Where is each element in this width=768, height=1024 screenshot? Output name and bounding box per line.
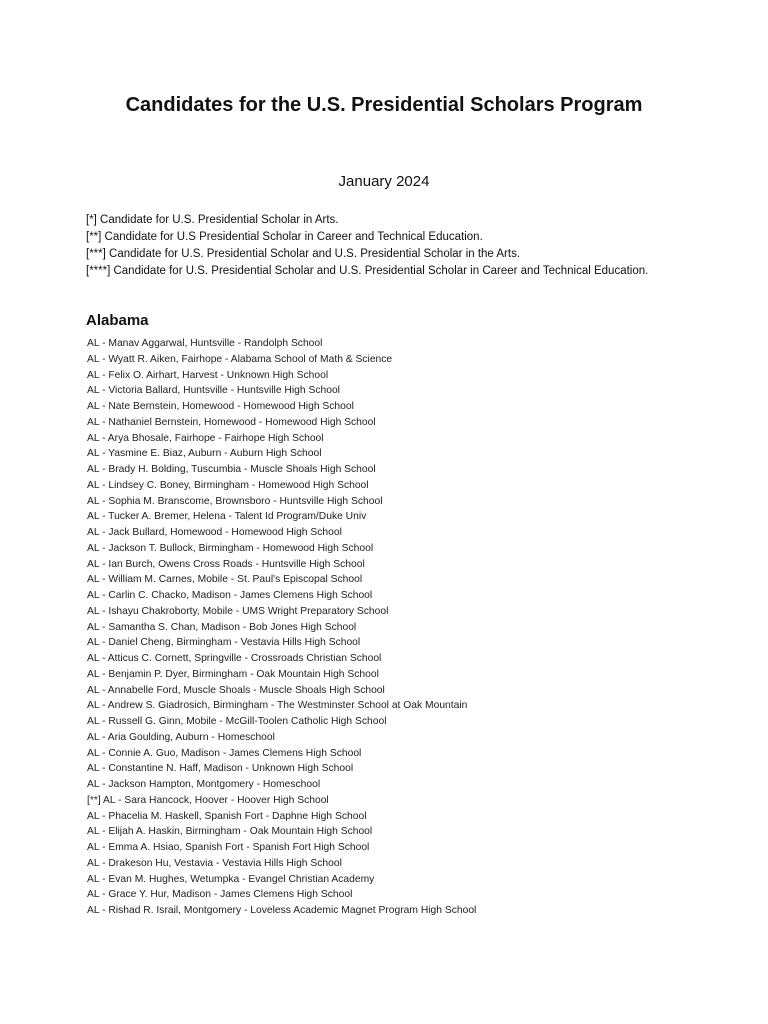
section-heading-alabama: Alabama [86, 312, 149, 329]
list-item: AL - Jackson Hampton, Montgomery - Homeschool [87, 779, 321, 790]
document-date: January 2024 [338, 173, 430, 190]
legend-item: [***] Candidate for U.S. Presidential Scholar and U.S. Presidential Scholar in the Arts. [86, 248, 521, 260]
list-item: AL - Drakeson Hu, Vestavia - Vestavia Hills High School [87, 857, 342, 869]
list-item: AL - Wyatt R. Aiken, Fairhope - Alabama School of Math & Science [87, 353, 393, 365]
list-item: AL - Aria Goulding, Auburn - Homeschool [87, 731, 275, 743]
list-item: AL - Nate Bernstein, Homewood - Homewood High School [87, 401, 354, 412]
list-item: AL - Jackson T. Bullock, Birmingham - Homewood High School [87, 542, 374, 554]
list-item: AL - Brady H. Bolding, Tuscumbia - Muscle Shoals High School [87, 464, 376, 475]
list-item: AL - Daniel Cheng, Birmingham - Vestavia Hills High School [87, 637, 361, 649]
list-item: AL - Ishayu Chakroborty, Mobile - UMS Wright Preparatory School [87, 605, 389, 617]
list-item: AL - Connie A. Guo, Madison - James Clemens High School [87, 747, 362, 759]
list-item: AL - Emma A. Hsiao, Spanish Fort - Spanish Fort High School [87, 842, 370, 853]
legend-item: [****] Candidate for U.S. Presidential Scholar and U.S. Presidential Scholar in Career and Technical Education. [86, 265, 649, 277]
list-item: AL - Nathaniel Bernstein, Homewood - Homewood High School [87, 416, 376, 428]
list-item: AL - Atticus C. Cornett, Springville - Crossroads Christian School [87, 653, 382, 664]
legend [86, 212, 746, 280]
list-item: AL - Tucker A. Bremer, Helena - Talent Id Program/Duke Univ [87, 511, 367, 523]
list-item: AL - Samantha S. Chan, Madison - Bob Jones High School [87, 621, 357, 633]
list-item: AL - Yasmine E. Biaz, Auburn - Auburn High School [87, 448, 322, 460]
list-item: AL - Victoria Ballard, Huntsville - Huntsville High School [87, 385, 340, 397]
list-item: AL - Constantine N. Haff, Madison - Unknown High School [87, 763, 354, 775]
page-title: Candidates for the U.S. Presidential Scholars Program [125, 94, 643, 116]
list-item: AL - Benjamin P. Dyer, Birmingham - Oak Mountain High School [87, 668, 379, 680]
list-item: AL - Russell G. Ginn, Mobile - McGill-Toolen Catholic High School [87, 716, 387, 727]
list-item: AL - Lindsey C. Boney, Birmingham - Homewood High School [87, 479, 369, 491]
list-item: AL - William M. Carnes, Mobile - St. Paul's Episcopal School [87, 574, 363, 586]
list-item: AL - Rishad R. Israil, Montgomery - Loveless Academic Magnet Program High School [87, 905, 477, 916]
list-item: AL - Andrew S. Giadrosich, Birmingham - The Westminster School at Oak Mountain [87, 700, 468, 712]
list-item: AL - Evan M. Hughes, Wetumpka - Evangel Christian Academy [87, 873, 375, 885]
candidate-list [87, 336, 727, 919]
legend-item: [*] Candidate for U.S. Presidential Scholar in Arts. [86, 214, 339, 226]
list-item: AL - Grace Y. Hur, Madison - James Clemens High School [87, 889, 353, 901]
list-item: AL - Elijah A. Haskin, Birmingham - Oak Mountain High School [87, 826, 373, 838]
list-item: AL - Jack Bullard, Homewood - Homewood High School [87, 527, 342, 538]
legend-item: [**] Candidate for U.S Presidential Scholar in Career and Technical Education. [86, 231, 483, 243]
list-item: AL - Annabelle Ford, Muscle Shoals - Muscle Shoals High School [87, 684, 385, 696]
list-item: AL - Carlin C. Chacko, Madison - James Clemens High School [87, 590, 373, 601]
list-item: AL - Phacelia M. Haskell, Spanish Fort - Daphne High School [87, 810, 367, 822]
list-item: AL - Arya Bhosale, Fairhope - Fairhope High School [87, 432, 324, 444]
list-item: AL - Felix O. Airhart, Harvest - Unknown High School [87, 369, 329, 381]
list-item: [**] AL - Sara Hancock, Hoover - Hoover High School [87, 794, 329, 806]
list-item: AL - Ian Burch, Owens Cross Roads - Huntsville High School [87, 558, 365, 570]
list-item: AL - Sophia M. Branscome, Brownsboro - Huntsville High School [87, 495, 383, 507]
list-item: AL - Manav Aggarwal, Huntsville - Randolph School [87, 338, 323, 349]
